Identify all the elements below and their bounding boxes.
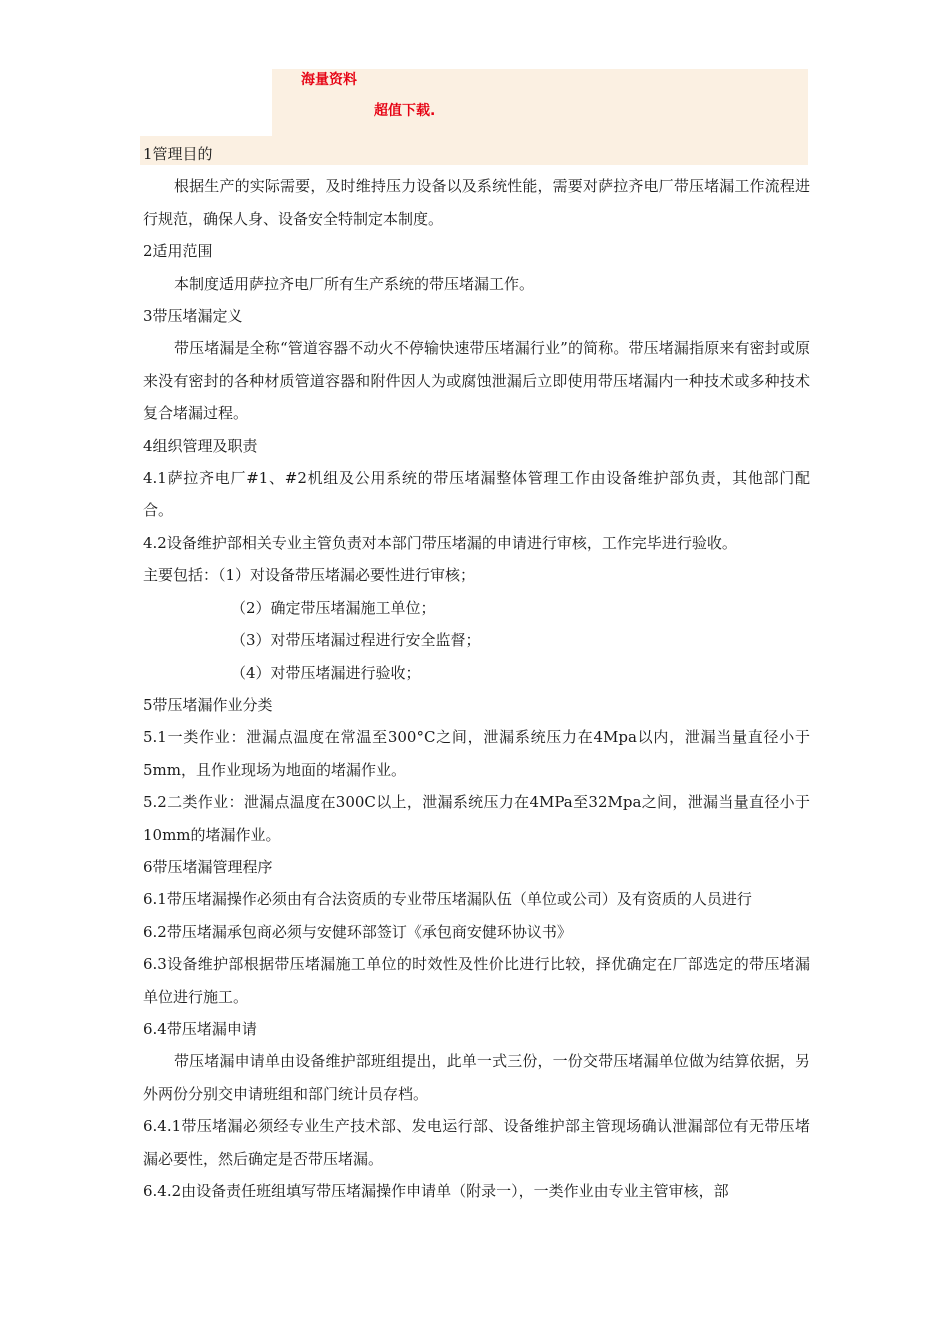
paragraph: 6.1带压堵漏操作必须由有合法资质的专业带压堵漏队伍（单位或公司）及有资质的人员进行 xyxy=(143,890,752,909)
paragraph: 带压堵漏申请单由设备维护部班组提出，此单一式三份，一份交带压堵漏单位做为结算依据，另外两份分别交申请班组和部门统计员存档。 xyxy=(143,1052,810,1103)
paragraph: 6.4.1带压堵漏必须经专业生产技术部、发电运行部、设备维护部主管现场确认泄漏部位有无带压堵漏必要性，然后确定是否带压堵漏。 xyxy=(143,1117,810,1168)
paragraph: 6.2带压堵漏承包商必须与安健环部签订《承包商安健环协议书》 xyxy=(143,922,572,941)
paragraph: 带压堵漏是全称“管道容器不动火不停输快速带压堵漏行业”的简称。带压堵漏指原来有密封或原来没有密封的各种材质管道容器和附件因人为或腐蚀泄漏后立即使用带压堵漏内一种技术或多种技术复合堵漏过程。 xyxy=(143,339,810,423)
section-heading: 6带压堵漏管理程序 xyxy=(143,857,273,876)
paragraph: 4.2设备维护部相关专业主管负责对本部门带压堵漏的申请进行审核，工作完毕进行验收。 xyxy=(143,533,737,552)
paragraph: 根据生产的实际需要，及时维持压力设备以及系统性能，需要对萨拉齐电厂带压堵漏工作流程进行规范，确保人身、设备安全特制定本制度。 xyxy=(143,177,810,228)
paragraph: 6.3设备维护部根据带压堵漏施工单位的时效性及性价比进行比较，择优确定在厂部选定的带压堵漏单位进行施工。 xyxy=(143,955,810,1006)
section-heading: 3带压堵漏定义 xyxy=(143,307,243,326)
paragraph: 6.4.2由设备责任班组填写带压堵漏操作申请单（附录一），一类作业由专业主管审核，部 xyxy=(143,1182,729,1200)
paragraph: （4）对带压堵漏进行验收； xyxy=(231,663,421,682)
document-body xyxy=(143,138,810,1207)
section-heading: 1管理目的 xyxy=(143,145,213,163)
paragraph: 4.1萨拉齐电厂#1、#2机组及公用系统的带压堵漏整体管理工作由设备维护部负责，其他部门配合。 xyxy=(143,469,810,520)
banner-text-line2[interactable]: 超值下载. xyxy=(374,103,436,119)
section-heading: 6.4带压堵漏申请 xyxy=(143,1019,257,1038)
paragraph: 主要包括：（1）对设备带压堵漏必要性进行审核； xyxy=(143,566,476,585)
paragraph: （3）对带压堵漏过程进行安全监督； xyxy=(231,631,481,650)
paragraph: 本制度适用萨拉齐电厂所有生产系统的带压堵漏工作。 xyxy=(174,274,535,293)
paragraph: 5.1一类作业：泄漏点温度在常温至300°C之间，泄漏系统压力在4Mpa以内，泄漏当量直径小于5mm，且作业现场为地面的堵漏作业。 xyxy=(143,728,810,779)
section-heading: 5带压堵漏作业分类 xyxy=(143,695,273,714)
section-heading: 2适用范围 xyxy=(143,242,213,261)
section-heading: 4组织管理及职责 xyxy=(143,436,258,455)
paragraph: （2）确定带压堵漏施工单位； xyxy=(231,598,436,617)
paragraph: 5.2二类作业：泄漏点温度在300C以上，泄漏系统压力在4MPa至32Mpa之间，泄漏当量直径小于10mm的堵漏作业。 xyxy=(143,793,810,844)
banner-text-line1[interactable]: 海量资料 xyxy=(301,72,357,88)
